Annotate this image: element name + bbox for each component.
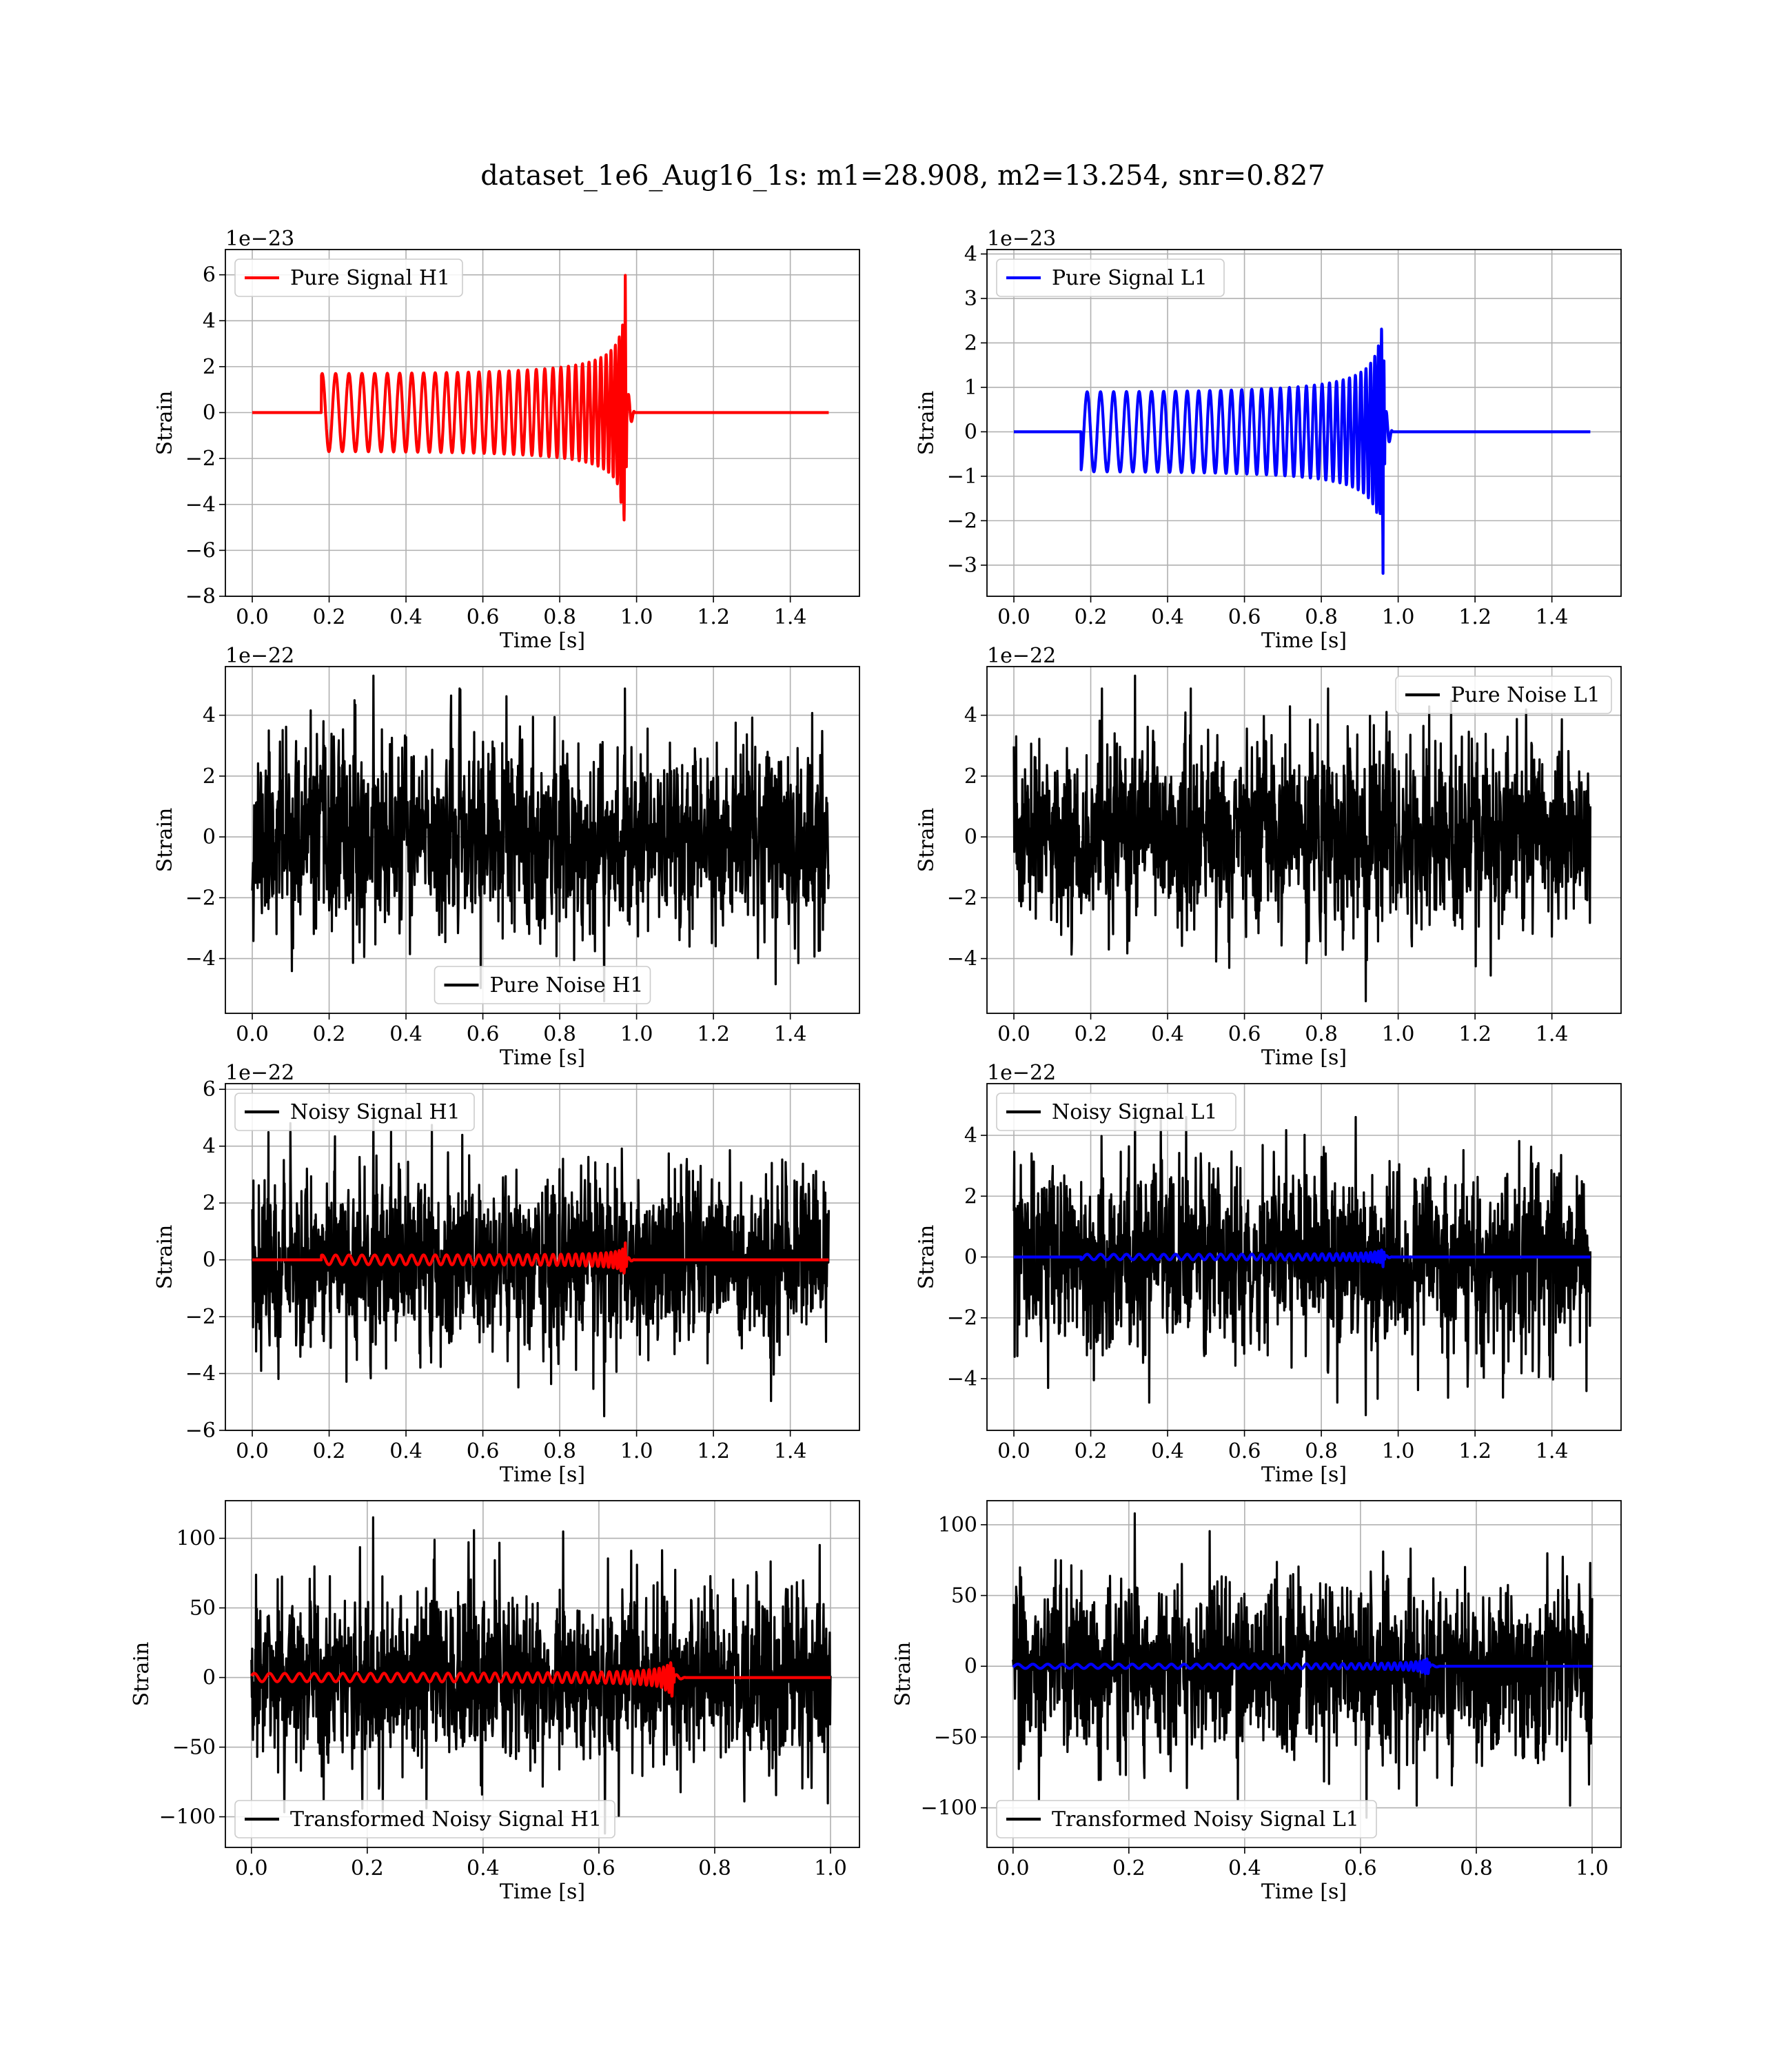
legend: [235, 1093, 474, 1131]
legend: [997, 1801, 1376, 1838]
x-tick-label: 1.2: [1458, 1022, 1491, 1046]
y-tick-label: 3: [964, 286, 977, 311]
y-tick-label: 50: [189, 1596, 216, 1621]
x-tick-label: 1.2: [697, 1022, 730, 1046]
x-axis-label: Time [s]: [499, 629, 586, 653]
y-tick-label: 2: [202, 764, 216, 789]
x-tick-label: 0.8: [543, 1022, 576, 1046]
y-tick-label: 4: [202, 309, 216, 334]
x-axis-label: Time [s]: [1261, 1880, 1347, 1904]
x-tick-label: 0.8: [1460, 1856, 1493, 1881]
x-axis-label: Time [s]: [1261, 1046, 1347, 1070]
x-axis-label: Time [s]: [499, 1046, 586, 1070]
y-tick-label: −4: [946, 1366, 977, 1391]
legend-label: Noisy Signal L1: [1052, 1100, 1218, 1124]
legend: [1396, 676, 1611, 713]
x-tick-label: 0.4: [389, 1439, 422, 1463]
y-tick-label: 0: [964, 1245, 977, 1270]
x-tick-label: 0.0: [236, 1439, 269, 1463]
y-tick-label: −8: [185, 585, 216, 609]
y-tick-label: 6: [202, 263, 216, 287]
y-tick-label: 1: [964, 375, 977, 400]
x-tick-label: 0.6: [466, 1022, 500, 1046]
x-tick-label: 0.2: [1074, 1022, 1108, 1046]
offset-label: 1e−22: [987, 644, 1057, 668]
legend-label: Pure Noise L1: [1451, 683, 1600, 707]
x-tick-label: 0.0: [997, 1439, 1030, 1463]
x-axis-label: Time [s]: [1261, 1463, 1347, 1487]
offset-label: 1e−22: [987, 1061, 1057, 1085]
x-axis-label: Time [s]: [499, 1463, 586, 1487]
y-axis-label: Strain: [153, 807, 177, 873]
x-tick-label: 0.0: [996, 1856, 1030, 1881]
x-tick-label: 0.0: [997, 605, 1030, 629]
y-tick-label: −2: [185, 886, 216, 911]
x-tick-label: 1.4: [1535, 1439, 1569, 1463]
x-tick-label: 0.8: [543, 1439, 576, 1463]
offset-label: 1e−23: [987, 227, 1057, 251]
y-tick-label: 4: [964, 703, 977, 728]
x-tick-label: 1.4: [1535, 1022, 1569, 1046]
y-tick-label: −2: [946, 1306, 977, 1330]
x-tick-label: 1.2: [1458, 605, 1491, 629]
y-axis-label: Strain: [153, 1224, 177, 1290]
legend-label: Noisy Signal H1: [290, 1100, 460, 1124]
x-axis-label: Time [s]: [499, 1880, 586, 1904]
legend-label: Transformed Noisy Signal L1: [1052, 1807, 1359, 1832]
y-tick-label: −50: [933, 1725, 977, 1750]
y-tick-label: 4: [202, 1134, 216, 1159]
y-axis-label: Strain: [130, 1641, 154, 1707]
y-tick-label: 4: [202, 703, 216, 728]
y-tick-label: 0: [202, 1665, 216, 1690]
legend-label: Pure Signal L1: [1052, 266, 1208, 290]
y-tick-label: 0: [202, 401, 216, 425]
y-tick-label: −4: [185, 1361, 216, 1386]
x-tick-label: 1.2: [1458, 1439, 1491, 1463]
offset-label: 1e−22: [225, 1061, 295, 1085]
y-tick-label: 0: [202, 825, 216, 850]
y-tick-label: 4: [964, 242, 977, 267]
x-tick-label: 1.4: [773, 1022, 807, 1046]
legend-label: Transformed Noisy Signal H1: [290, 1807, 602, 1832]
x-tick-label: 0.6: [1228, 605, 1261, 629]
legend: [235, 1801, 615, 1838]
x-tick-label: 0.4: [389, 605, 422, 629]
legend: [235, 259, 462, 296]
y-tick-label: 0: [964, 420, 977, 445]
x-tick-label: 0.8: [1305, 1022, 1338, 1046]
x-tick-label: 0.0: [234, 1856, 268, 1881]
y-tick-label: 2: [964, 1184, 977, 1209]
y-tick-label: −100: [920, 1796, 977, 1821]
x-tick-label: 0.4: [1151, 605, 1184, 629]
x-tick-label: 0.6: [466, 1439, 500, 1463]
y-tick-label: 2: [964, 764, 977, 789]
y-tick-label: 100: [176, 1526, 216, 1551]
y-tick-label: 0: [964, 825, 977, 850]
legend: [435, 966, 651, 1004]
x-tick-label: 1.4: [773, 605, 807, 629]
x-tick-label: 0.2: [1112, 1856, 1146, 1881]
y-tick-label: −6: [185, 538, 216, 563]
x-tick-label: 1.0: [1381, 605, 1415, 629]
y-tick-label: 2: [964, 331, 977, 356]
y-tick-label: −4: [185, 492, 216, 517]
y-tick-label: 0: [202, 1248, 216, 1273]
x-tick-label: 0.4: [389, 1022, 422, 1046]
legend: [997, 259, 1224, 296]
figure-title: dataset_1e6_Aug16_1s: m1=28.908, m2=13.254, snr=0.827: [480, 160, 1325, 192]
y-tick-label: −50: [172, 1735, 216, 1760]
y-axis-label: Strain: [915, 807, 939, 873]
offset-label: 1e−23: [225, 227, 295, 251]
x-tick-label: 1.2: [697, 1439, 730, 1463]
y-tick-label: 2: [202, 1191, 216, 1216]
x-tick-label: 0.4: [1228, 1856, 1261, 1881]
y-tick-label: −2: [185, 1305, 216, 1330]
y-tick-label: −100: [159, 1805, 216, 1829]
x-tick-label: 0.8: [1305, 605, 1338, 629]
y-axis-label: Strain: [153, 390, 177, 456]
x-tick-label: 0.6: [582, 1856, 615, 1881]
y-tick-label: −6: [185, 1419, 216, 1443]
x-tick-label: 0.2: [312, 1439, 346, 1463]
y-tick-label: 100: [937, 1512, 977, 1537]
y-axis-label: Strain: [891, 1641, 915, 1707]
y-tick-label: 6: [202, 1077, 216, 1102]
x-tick-label: 1.0: [620, 1439, 653, 1463]
x-tick-label: 1.0: [1381, 1439, 1415, 1463]
x-tick-label: 0.4: [1151, 1439, 1184, 1463]
y-axis-label: Strain: [915, 390, 939, 456]
x-tick-label: 0.0: [997, 1022, 1030, 1046]
x-tick-label: 1.4: [773, 1439, 807, 1463]
x-tick-label: 0.8: [698, 1856, 731, 1881]
x-tick-label: 0.6: [1228, 1022, 1261, 1046]
y-tick-label: −1: [946, 464, 977, 489]
x-tick-label: 1.4: [1535, 605, 1569, 629]
legend-label: Pure Signal H1: [290, 266, 451, 290]
y-axis-label: Strain: [915, 1224, 939, 1290]
x-tick-label: 0.6: [1344, 1856, 1377, 1881]
y-tick-label: −2: [185, 447, 216, 472]
x-tick-label: 1.0: [1576, 1856, 1609, 1881]
y-tick-label: 0: [964, 1654, 977, 1679]
legend-label: Pure Noise H1: [489, 973, 644, 997]
y-tick-label: −2: [946, 886, 977, 911]
x-tick-label: 0.6: [466, 605, 500, 629]
x-tick-label: 1.0: [620, 1022, 653, 1046]
y-tick-label: 4: [964, 1124, 977, 1148]
x-tick-label: 0.0: [236, 1022, 269, 1046]
x-tick-label: 0.2: [1074, 1439, 1108, 1463]
y-tick-label: −2: [946, 509, 977, 534]
x-tick-label: 0.8: [543, 605, 576, 629]
x-tick-label: 0.2: [312, 605, 346, 629]
x-tick-label: 1.0: [1381, 1022, 1415, 1046]
x-tick-label: 1.0: [620, 605, 653, 629]
legend: [997, 1093, 1236, 1131]
x-tick-label: 0.4: [1151, 1022, 1184, 1046]
x-tick-label: 0.0: [236, 605, 269, 629]
y-tick-label: −4: [946, 946, 977, 971]
x-tick-label: 0.2: [1074, 605, 1108, 629]
x-tick-label: 0.8: [1305, 1439, 1338, 1463]
y-tick-label: −4: [185, 946, 216, 971]
x-tick-label: 0.6: [1228, 1439, 1261, 1463]
y-tick-label: 2: [202, 354, 216, 379]
y-tick-label: −3: [946, 553, 977, 578]
x-tick-label: 0.2: [312, 1022, 346, 1046]
x-tick-label: 1.0: [814, 1856, 847, 1881]
x-tick-label: 0.2: [350, 1856, 384, 1881]
x-tick-label: 0.4: [467, 1856, 500, 1881]
offset-label: 1e−22: [225, 644, 295, 668]
x-axis-label: Time [s]: [1261, 629, 1347, 653]
y-tick-label: 50: [950, 1583, 977, 1608]
x-tick-label: 1.2: [697, 605, 730, 629]
